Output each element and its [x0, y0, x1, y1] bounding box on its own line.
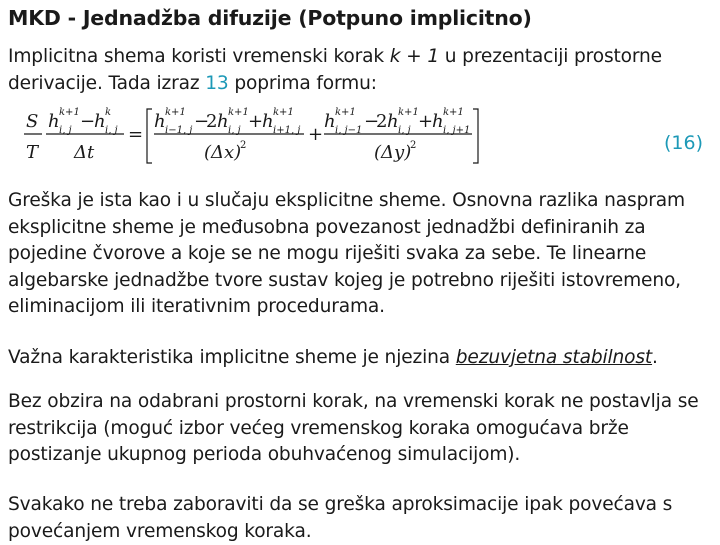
eq-two: 2: [376, 111, 388, 132]
eq-sub: i−1, j: [165, 125, 193, 136]
eq-sub: i, j: [228, 125, 241, 136]
eq-two: 2: [206, 111, 218, 132]
stability-emphasis: bezuvjetna stabilnost: [455, 347, 653, 368]
eq-dx: (Δx): [204, 142, 242, 163]
eq-h: h: [94, 111, 106, 132]
equation-16: [24, 106, 484, 168]
intro-expression: k + 1: [389, 46, 440, 67]
eq-plus: +: [248, 111, 264, 132]
eq-bracket-left: [147, 109, 152, 163]
eq-h: h: [262, 111, 274, 132]
intro-reference-link[interactable]: 13: [205, 72, 229, 94]
eq-bracket-right: [473, 109, 478, 163]
eq-h: h: [387, 111, 399, 132]
eq-sub: i, j: [59, 125, 72, 136]
eq-s: S: [26, 111, 39, 132]
stability-period: .: [652, 347, 658, 368]
intro-text-1: Implicitna shema koristi vremenski korak: [8, 46, 390, 67]
eq-sub: i+1, j: [273, 125, 301, 136]
eq-h: h: [48, 111, 60, 132]
eq-sup: k+1: [273, 107, 294, 118]
paragraph-approximation-error: Svakako ne treba zaboraviti da se greška aproksimacije ipak povećava s povećanjem vremenskog koraka.: [8, 494, 673, 542]
paragraph-stability: [8, 345, 720, 372]
eq-minus: −: [194, 111, 210, 132]
eq-minus: −: [80, 111, 96, 132]
eq-sup: k+1: [165, 107, 186, 118]
eq-sup: k+1: [228, 107, 249, 118]
eq-square: 2: [240, 140, 247, 151]
eq-equals: =: [128, 124, 144, 145]
eq-h: h: [324, 111, 336, 132]
paragraph-time-step: Bez obzira na odabrani prostorni korak, na vremenski korak ne postavlja se restrikcija (moguć izbor većeg vremenskog koraka omogućava brže postizanje ukupnog perioda obuhvaćenog simulacijom).: [8, 391, 699, 465]
eq-plus: +: [418, 111, 434, 132]
eq-sup: k+1: [335, 107, 356, 118]
eq-sub: i, j: [398, 125, 411, 136]
eq-sup: k+1: [59, 107, 80, 118]
eq-sub: i, j−1: [335, 125, 363, 136]
eq-t: T: [26, 142, 39, 163]
eq-plus: +: [308, 124, 324, 145]
eq-square: 2: [410, 140, 417, 151]
slide-title: MKD - Jednadžba difuzije (Potpuno implicitno): [8, 6, 532, 30]
stability-text: Važna karakteristika implicitne sheme je njezina: [8, 347, 456, 368]
eq-h: h: [154, 111, 166, 132]
intro-paragraph: [8, 44, 720, 97]
eq-sub: i, j+1: [443, 125, 471, 136]
eq-dy: (Δy): [374, 142, 412, 163]
eq-minus: −: [364, 111, 380, 132]
eq-sup: k+1: [398, 107, 419, 118]
eq-dt: Δt: [74, 142, 95, 163]
intro-text-2: u prezentaciji prostorne derivacije. Tada izraz: [8, 46, 662, 94]
equation-number: (16): [664, 132, 704, 154]
eq-sup: k+1: [443, 107, 464, 118]
intro-text-3: poprima formu:: [228, 72, 377, 94]
eq-sup: k: [105, 107, 112, 118]
paragraph-error-description: Greška je ista kao i u slučaju eksplicitne sheme. Osnovna razlika naspram eksplicitne sheme je međusobna povezanost jednadžbi definiranih za pojedine čvorove a koje se ne mogu riješiti svaka za sebe. Te linearne algebarske jednadžbe tvore sustav kojeg je potrebno riješiti istovremeno, eliminacijom ili iterativnim procedurama.: [8, 190, 685, 317]
eq-sub: i, j: [105, 125, 118, 136]
eq-h: h: [432, 111, 444, 132]
eq-h: h: [217, 111, 229, 132]
